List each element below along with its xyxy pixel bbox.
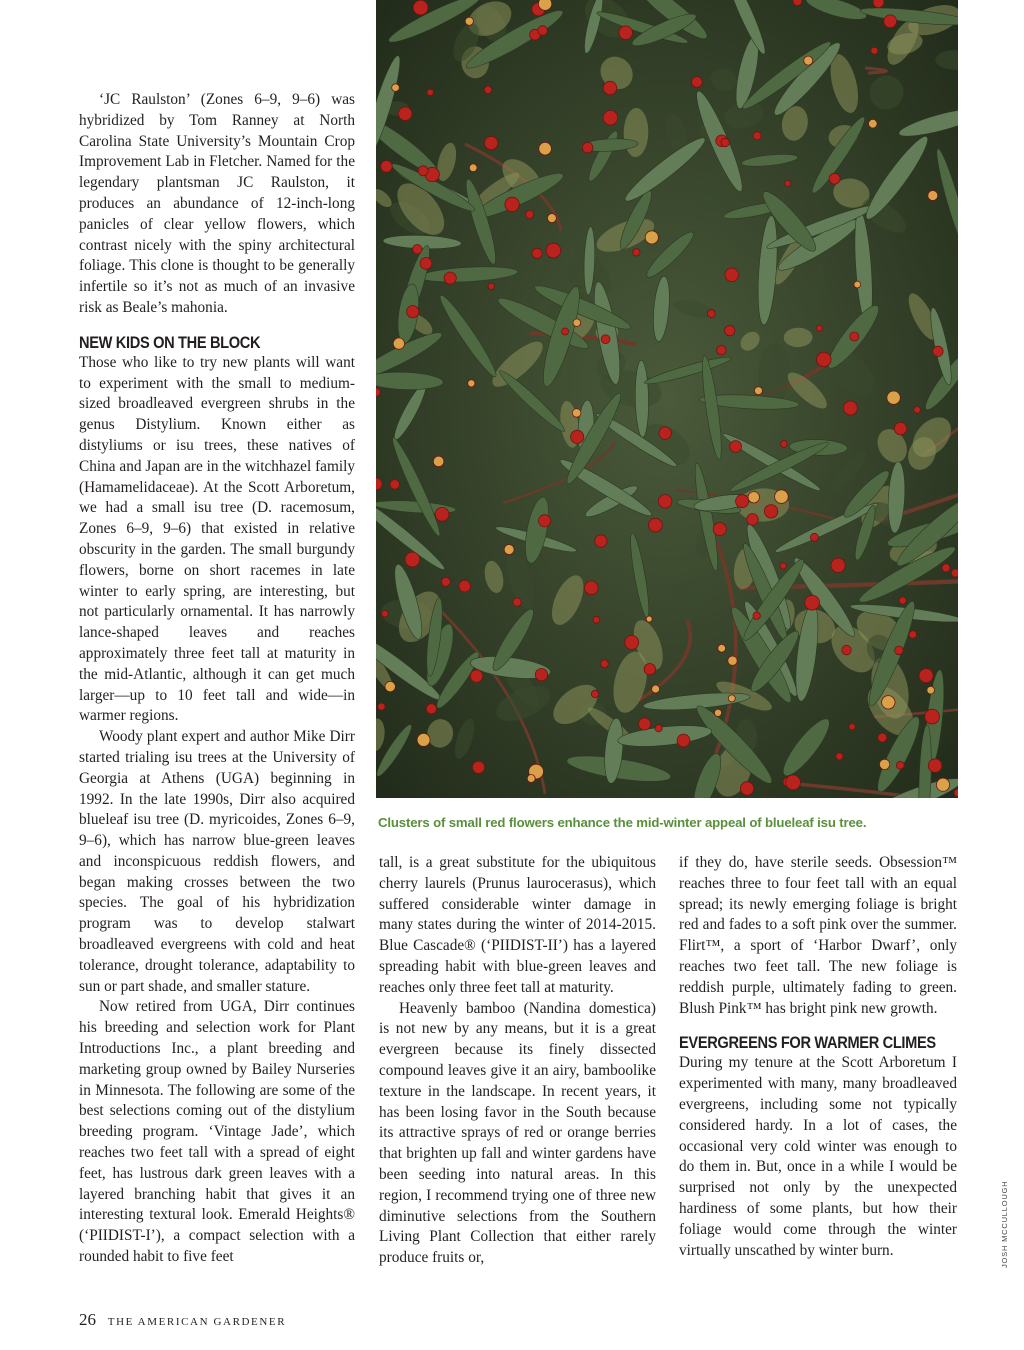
red-flower-cluster — [538, 26, 548, 36]
red-flower-cluster — [764, 505, 777, 518]
red-flower-cluster — [593, 616, 600, 623]
paragraph-nandina-selections: if they do, have sterile seeds. Obsession™ reaches three to four feet tall with an equal spread; its newly emerging foliage is bright red and fades to a soft pink over the summer. Flirt™, a sport of ‘Harbor Dwarf’, only reaches two feet tall. The new foliage is reddish purple, ultimately fading to green. Blush Pink™ has bright pink new growth. — [679, 854, 957, 1017]
red-flower-cluster — [836, 753, 843, 760]
red-flower-cluster — [899, 597, 906, 604]
red-flower-cluster — [747, 514, 759, 526]
red-flower-cluster — [601, 335, 610, 344]
red-flower-cluster — [603, 81, 616, 94]
red-flower-cluster — [843, 401, 857, 415]
photo-caption: Clusters of small red flowers enhance the mid-winter appeal of blueleaf isu tree. — [378, 815, 867, 830]
red-flower-cluster — [850, 332, 859, 341]
red-flower-cluster — [573, 319, 581, 327]
red-flower-cluster — [740, 782, 753, 795]
red-flower-cluster — [878, 733, 887, 742]
red-flower-cluster — [649, 518, 663, 532]
red-flower-cluster — [582, 142, 593, 153]
red-flower-cluster — [831, 558, 845, 572]
red-flower-cluster — [748, 492, 759, 503]
red-flower-cluster — [928, 191, 938, 201]
red-flower-cluster — [707, 310, 715, 318]
red-flower-cluster — [725, 326, 735, 336]
article-column-2 — [379, 853, 656, 1269]
red-flower-cluster — [887, 391, 900, 404]
red-flower-cluster — [781, 441, 788, 448]
red-flower-cluster — [753, 612, 760, 619]
red-flower-cluster — [928, 759, 942, 773]
red-flower-cluster — [725, 268, 739, 282]
red-flower-cluster — [535, 669, 547, 681]
red-flower-cluster — [879, 759, 889, 769]
red-flower-cluster — [504, 545, 514, 555]
red-flower-cluster — [810, 533, 818, 541]
red-flower-cluster — [936, 778, 949, 791]
red-flower-cluster — [895, 646, 904, 655]
red-flower-cluster — [472, 761, 484, 773]
red-flower-cluster — [441, 577, 450, 586]
red-flower-cluster — [433, 456, 444, 467]
red-flower-cluster — [392, 84, 400, 92]
red-flower-cluster — [842, 645, 851, 654]
red-flower-cluster — [390, 480, 400, 490]
section-heading-warmer-climes: EVERGREENS FOR WARMER CLIMES — [679, 1033, 936, 1053]
red-flower-cluster — [849, 724, 855, 730]
red-flower-cluster — [780, 563, 786, 569]
red-flower-cluster — [786, 775, 801, 790]
section-heading-new-kids: NEW KIDS ON THE BLOCK — [79, 332, 261, 352]
red-flower-cluster — [658, 495, 672, 509]
red-flower-cluster — [591, 690, 598, 697]
red-flower-cluster — [954, 789, 958, 797]
red-flower-cluster — [572, 409, 581, 418]
red-flower-cluster — [728, 656, 737, 665]
red-flower-cluster — [469, 164, 477, 172]
red-flower-cluster — [470, 670, 482, 682]
red-flower-cluster — [407, 306, 419, 318]
red-flower-cluster — [413, 0, 428, 15]
paragraph-heavenly-bamboo: Heavenly bamboo (Nandina domestica) is not new by any means, but it is a great evergreen because its finely dissected compound leaves give it an airy, bamboolike texture in the landscape. In recent years, it has been losing favor in the South because its attractive sprays of red or orange berries that brighten up fall and winter gardens have been seeding into natural areas. In this region, I recommend trying one of three new diminutive selections from the Southern Living Plant Collection that either rarely produce fruits or, — [379, 999, 656, 1267]
red-flower-cluster — [418, 166, 428, 176]
red-flower-cluster — [633, 249, 640, 256]
red-flower-cluster — [804, 56, 813, 65]
red-flower-cluster — [571, 430, 584, 443]
red-flower-cluster — [816, 325, 822, 331]
red-flower-cluster — [381, 161, 393, 173]
red-flower-cluster — [933, 346, 943, 356]
red-flower-cluster — [378, 703, 385, 710]
red-flower-cluster — [655, 725, 662, 732]
red-flower-cluster — [484, 86, 491, 93]
red-flower-cluster — [485, 136, 498, 149]
paragraph-scott-arboretum: During my tenure at the Scott Arboretum I experimented with many, many broadleaved evergreens, including some not typically considered hardy. In a lot of cases, the occasional very cold winter was enough to do them in. But, once in a while I would be surprised not only by the unexpected hardiness of some plants, but how their foliage would come through the winter virtually unscathed by winter burn. — [679, 1054, 957, 1259]
red-flower-cluster — [601, 660, 609, 668]
red-flower-cluster — [459, 580, 471, 592]
red-flower-cluster — [526, 210, 534, 218]
red-flower-cluster — [398, 107, 412, 121]
isu-tree-photo — [376, 0, 958, 798]
red-flower-cluster — [625, 635, 639, 649]
red-flower-cluster — [645, 231, 658, 244]
red-flower-cluster — [426, 704, 436, 714]
red-flower-cluster — [444, 272, 456, 284]
red-flower-cluster — [805, 595, 820, 610]
red-flower-cluster — [869, 119, 878, 128]
red-flower-cluster — [718, 644, 726, 652]
red-flower-cluster — [925, 709, 940, 724]
red-flower-cluster — [713, 523, 726, 536]
red-flower-cluster — [539, 142, 552, 155]
red-flower-cluster — [951, 569, 958, 577]
red-flower-cluster — [692, 77, 703, 88]
red-flower-cluster — [659, 427, 671, 439]
red-flower-cluster — [435, 507, 449, 521]
red-flower-cluster — [468, 380, 475, 387]
red-flower-cluster — [721, 138, 729, 146]
red-flower-cluster — [728, 695, 735, 702]
red-flower-cluster — [465, 17, 473, 25]
red-flower-cluster — [677, 734, 690, 747]
red-flower-cluster — [894, 422, 906, 434]
red-flower-cluster — [546, 243, 561, 258]
page-number: 26 — [79, 1310, 96, 1329]
red-flower-cluster — [896, 761, 904, 769]
red-flower-cluster — [382, 610, 389, 617]
red-flower-cluster — [736, 495, 749, 508]
red-flower-cluster — [427, 89, 433, 95]
red-flower-cluster — [730, 441, 742, 453]
red-flower-cluster — [584, 581, 598, 595]
red-flower-cluster — [505, 197, 519, 211]
red-flower-cluster — [417, 733, 430, 746]
paragraph-mike-dirr: Woody plant expert and author Mike Dirr started trialing isu trees at the University of Georgia at Athens (UGA) beginning in 1992. In the late 1990s, Dirr also acquired blueleaf isu tree (D. myricoides, Zones 6–9, 9–6), which has narrow blue-green leaves and inconspicuous reddish flowers, and began making crosses between the two species. The goal of his hybridization program was to develop stalwart broadleaved evergreens with cold and heat tolerance, drought tolerance, adaptability to sun or part shade, and smaller stature. — [79, 728, 355, 995]
paragraph-dirr-selections: Now retired from UGA, Dirr continues his breeding and selection work for Plant Introductions Inc., a plant breeding and marketing group owned by Bailey Nurseries in Minnesota. The following are some of the best selections coming out of the distylium breeding program. ‘Vintage Jade’, which reaches two feet tall with a spread of eight feet, has lustrous dark green leaves with a layered branching habit that gives it an interesting textural look. Emerald Heights® (‘PIIDIST-I’), a compact selection with a rounded habit to five feet — [79, 998, 355, 1266]
red-flower-cluster — [785, 180, 791, 186]
red-flower-cluster — [413, 245, 422, 254]
red-flower-cluster — [547, 214, 556, 223]
paragraph-cherry-laurels: tall, is a great substitute for the ubiquitous cherry laurels (Prunus laurocerasus), which suffered considerable winter damage in many states during the winter of 2014-2015. Blue Cascade® (‘PIIDIST-II’) has a layered spreading habit with blue-green leaves and reaches only three feet tall at maturity. — [379, 854, 656, 996]
red-flower-cluster — [717, 345, 727, 355]
red-flower-cluster — [714, 709, 721, 716]
red-flower-cluster — [873, 0, 884, 8]
red-flower-cluster — [527, 775, 535, 783]
page-footer — [79, 1310, 286, 1330]
red-flower-cluster — [562, 328, 569, 335]
red-flower-cluster — [639, 718, 651, 730]
red-flower-cluster — [882, 696, 895, 709]
paragraph-distylium-intro: Those who like to try new plants will want to experiment with the small to medium-sized broadleaved evergreen shrubs in the genus Distylium. Known either as distyliums or isu trees, these natives of China and Japan are in the witchhazel family (Hamamelidaceae). At the Scott Arboretum, we had a small isu tree (D. racemosum, Zones 6–9, 9–6) that existed in relative obscurity in the garden. The small burgundy flowers, borne on short racemes in late winter to early spring, are interesting, but not particularly ornamental. It has narrowly lance-shaped leaves and reaches approximately three feet tall at maturity in the mid-Atlantic, although it can get much larger—up to 10 feet tall and wide—in warmer regions. — [79, 353, 355, 725]
red-flower-cluster — [595, 535, 607, 547]
red-flower-cluster — [538, 0, 551, 10]
red-flower-cluster — [854, 281, 861, 288]
red-flower-cluster — [385, 681, 395, 691]
red-flower-cluster — [393, 338, 404, 349]
red-flower-cluster — [513, 598, 521, 606]
red-flower-cluster — [754, 387, 762, 395]
red-flower-cluster — [644, 664, 655, 675]
red-flower-cluster — [919, 669, 933, 683]
paragraph-jc-raulston: ‘JC Raulston’ (Zones 6–9, 9–6) was hybridized by Tom Ranney at North Carolina State University’s Mountain Crop Improvement Lab in Fletcher. Named for the legendary plantsman JC Raulston, it produces an abundance of 12-inch-long panicles of clear yellow flowers, which contrast nicely with the spiny architectural foliage. This clone is thought to be generally infertile so it’s not as much of an invasive risk as Beale’s mahonia. — [79, 91, 355, 316]
red-flower-cluster — [753, 132, 761, 140]
photo-credit: JOSH MCCULLOUGH — [1000, 1180, 1009, 1268]
red-flower-cluster — [829, 173, 840, 184]
red-flower-cluster — [775, 490, 789, 504]
red-flower-cluster — [652, 685, 660, 693]
red-flower-cluster — [884, 15, 897, 28]
red-flower-cluster — [603, 110, 618, 125]
red-flower-cluster — [539, 515, 551, 527]
red-flower-cluster — [871, 47, 878, 54]
article-column-3 — [679, 853, 957, 1261]
red-flower-cluster — [927, 686, 935, 694]
red-flower-cluster — [942, 564, 950, 572]
red-flower-cluster — [488, 283, 494, 289]
red-flower-cluster — [376, 388, 380, 396]
red-flower-cluster — [405, 552, 420, 567]
red-flower-cluster — [909, 631, 917, 639]
red-flower-cluster — [532, 248, 542, 258]
red-flower-cluster — [619, 26, 633, 40]
red-flower-cluster — [793, 0, 802, 6]
red-flower-cluster — [817, 352, 832, 367]
article-column-1 — [79, 90, 355, 1268]
red-flower-cluster — [646, 616, 652, 622]
magazine-name: THE AMERICAN GARDENER — [107, 1316, 287, 1328]
red-flower-cluster — [420, 258, 432, 270]
red-flower-cluster — [914, 407, 921, 414]
